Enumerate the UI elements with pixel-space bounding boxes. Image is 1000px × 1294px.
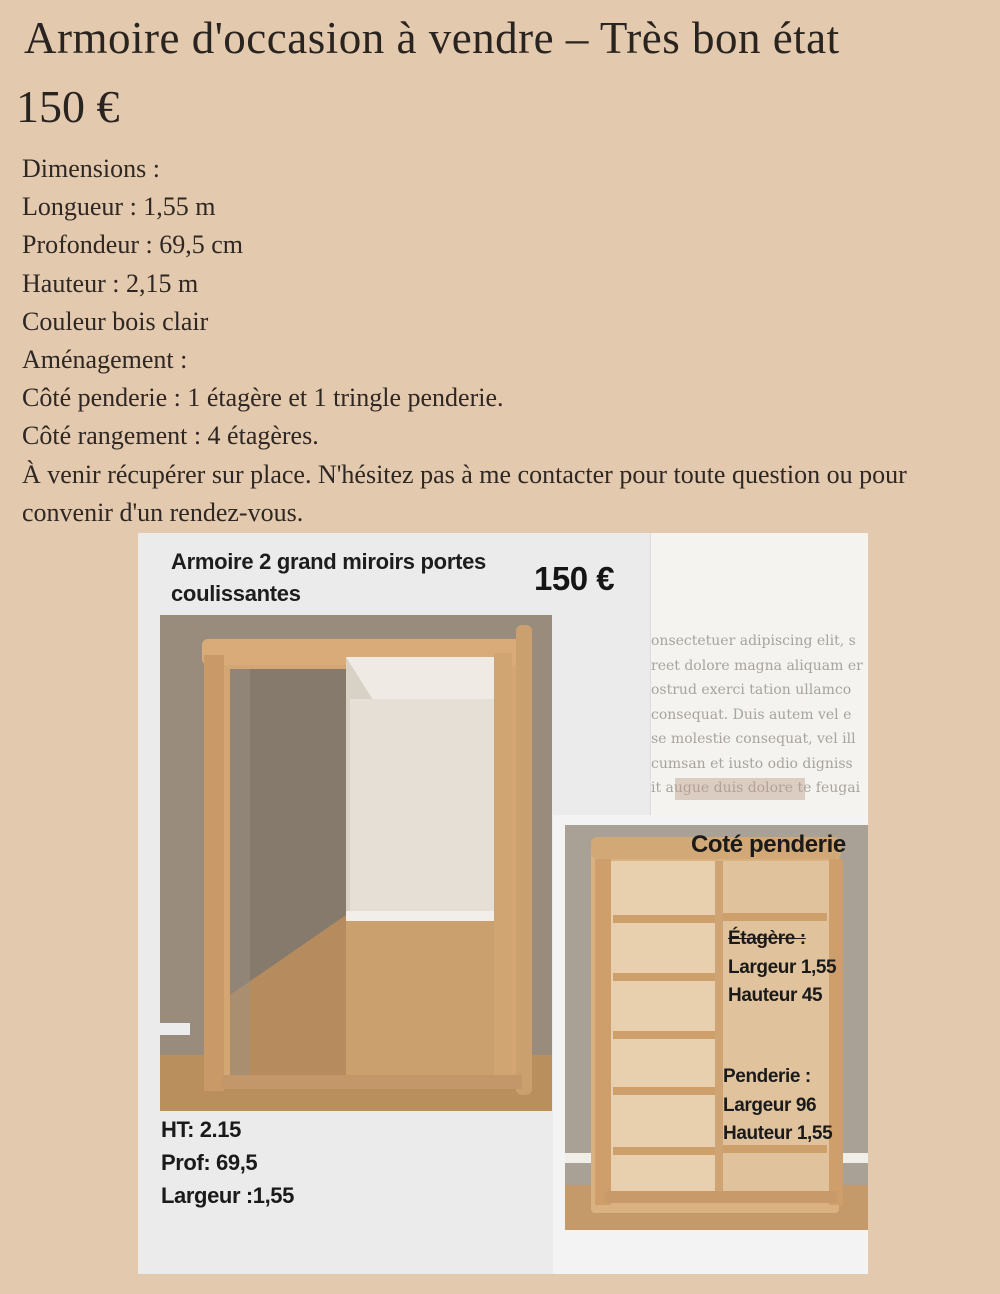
wardrobe-mirror-photo	[160, 615, 552, 1111]
etagere-height: Hauteur 45	[728, 985, 823, 1006]
spec-depth: Prof: 69,5	[161, 1150, 258, 1175]
penderie-label: Penderie :	[723, 1066, 811, 1087]
lorem-line: onsectetuer adipiscing elit, s	[651, 633, 856, 649]
lorem-line: it augue duis dolore te feugai	[651, 780, 861, 796]
lorem-text-block	[651, 629, 868, 801]
listing-description	[22, 150, 982, 532]
spec-height: HT: 2.15	[161, 1117, 241, 1142]
penderie-width: Largeur 96	[723, 1094, 817, 1116]
description-line: Couleur bois clair	[22, 306, 209, 336]
description-line: Profondeur : 69,5 cm	[22, 230, 243, 260]
spec-width: Largeur :1,55	[161, 1183, 294, 1208]
description-line: Côté penderie : 1 étagère et 1 tringle penderie.	[22, 383, 504, 413]
lorem-line: consequat. Duis autem vel e	[651, 706, 852, 723]
description-line: À venir récupérer sur place. N'hésitez pas à me contacter pour toute question ou pour convenir d'un rendez-vous.	[22, 459, 907, 527]
lorem-line: se molestie consequat, vel ill	[651, 731, 856, 747]
description-line: Hauteur : 2,15 m	[22, 268, 199, 298]
etagere-width: Largeur 1,55	[728, 956, 837, 978]
penderie-info	[723, 1063, 832, 1149]
detail-heading: Coté penderie	[691, 831, 846, 858]
listing-price: 150 €	[16, 81, 120, 132]
wardrobe-interior-photo	[565, 825, 868, 1230]
card-price: 150 €	[534, 560, 615, 597]
listing-title: Armoire d'occasion à vendre – Très bon état	[24, 13, 840, 63]
tape-strip	[675, 778, 805, 800]
description-line: Côté rangement : 4 étagères.	[22, 421, 319, 451]
card-title: Armoire 2 grand miroirs portes coulissantes	[171, 549, 486, 606]
lorem-line: ostrud exerci tation ullamco	[651, 682, 852, 698]
product-collage-image	[138, 533, 868, 1274]
description-line: Dimensions :	[22, 154, 160, 183]
penderie-height: Hauteur 1,55	[723, 1123, 833, 1144]
lorem-line: cumsan et iusto odio digniss	[651, 755, 853, 772]
description-line: Longueur : 1,55 m	[22, 192, 216, 222]
lorem-line: reet dolore magna aliquam er	[651, 657, 863, 674]
description-line: Aménagement :	[22, 345, 188, 375]
specs-list	[161, 1113, 294, 1212]
etagere-info	[728, 925, 836, 1011]
etagere-label: Étagère :	[728, 928, 806, 949]
